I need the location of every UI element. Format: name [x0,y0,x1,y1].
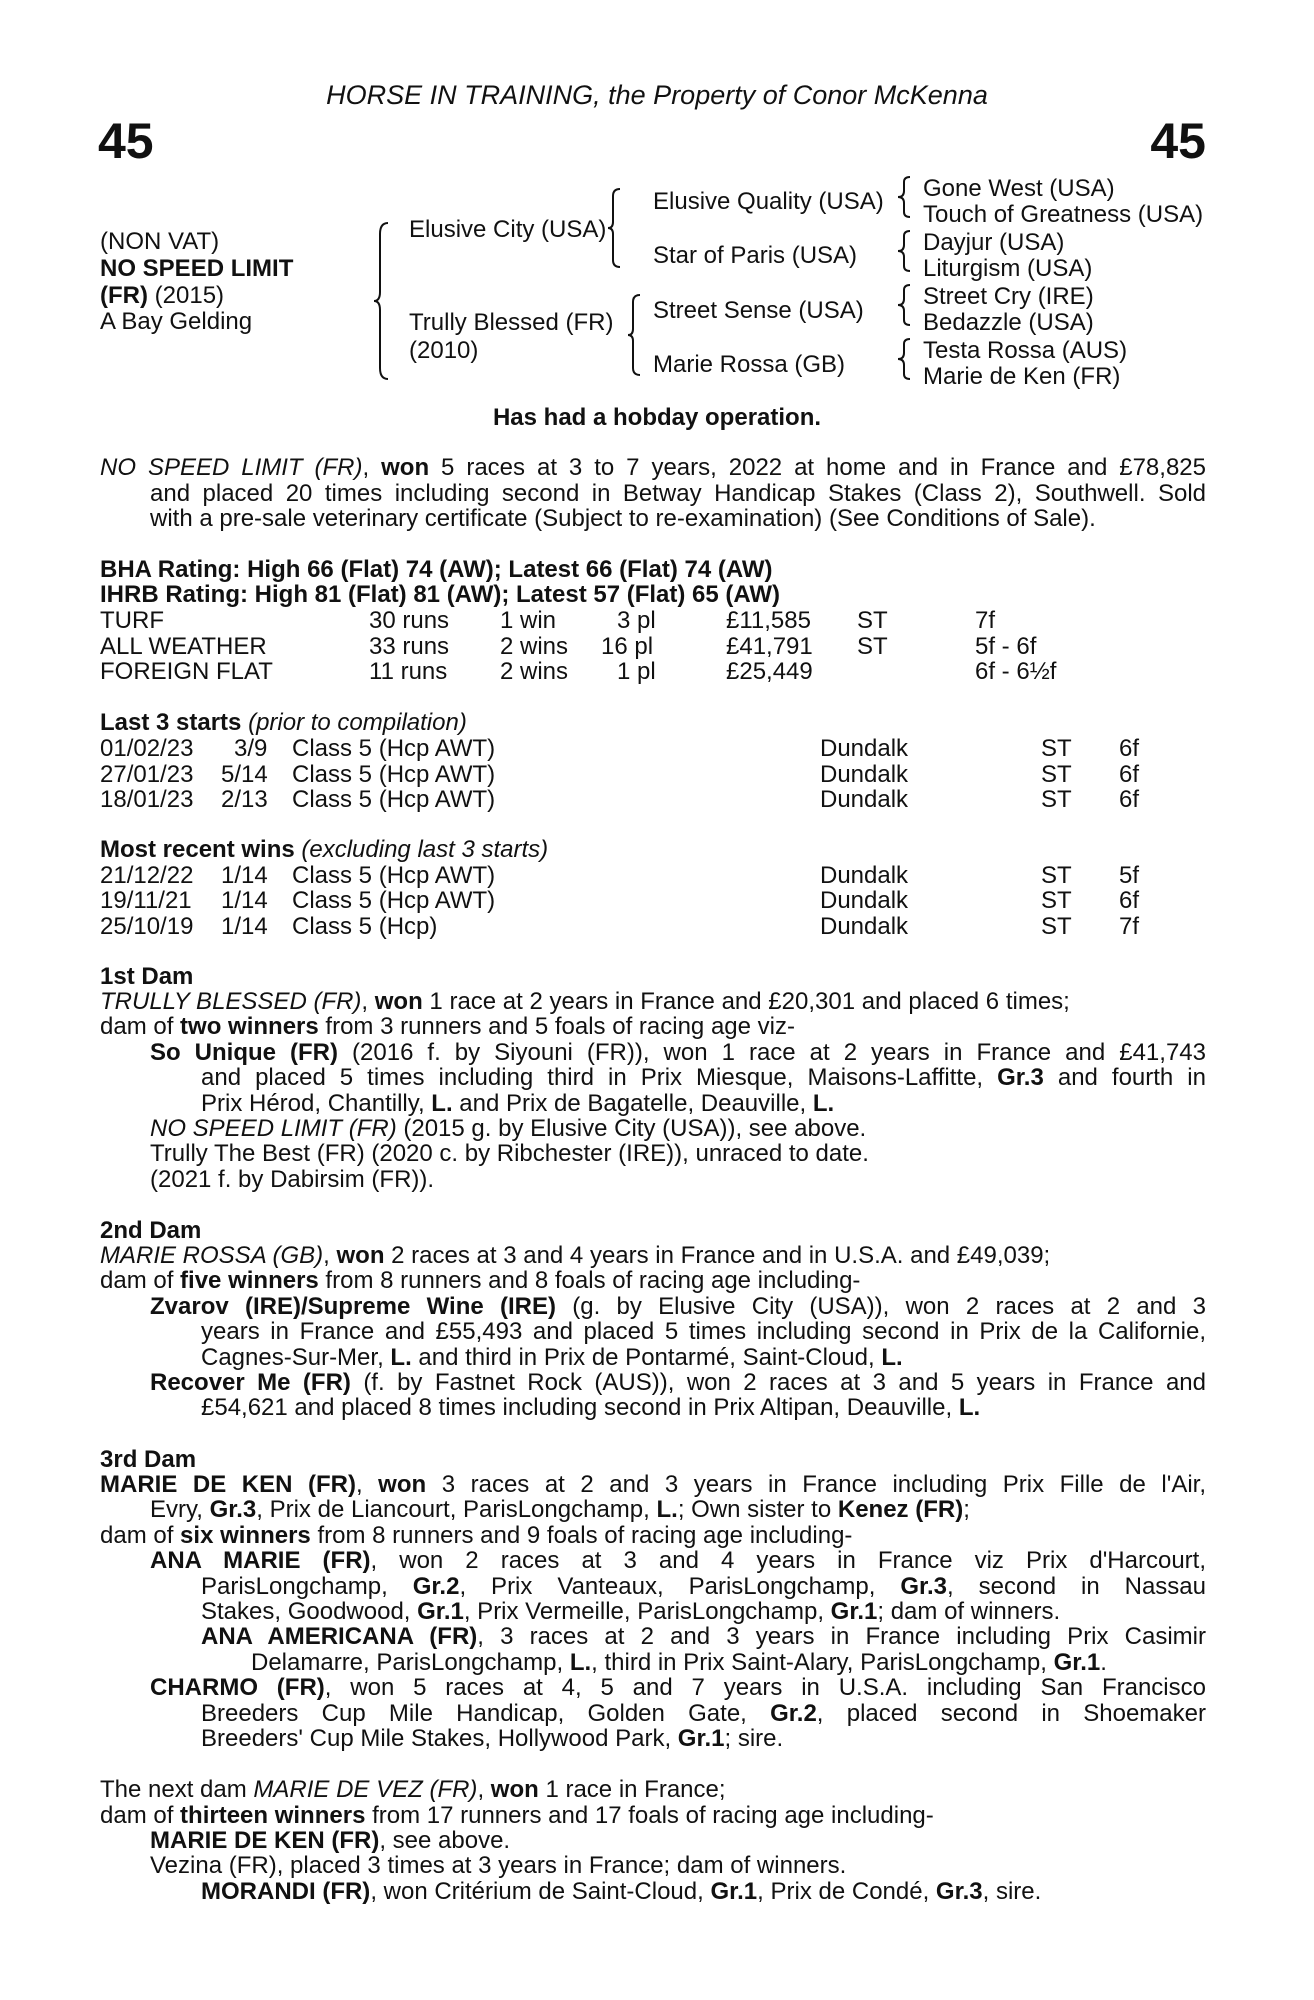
record-distance: 6f - 6½f [975,658,1057,685]
pedigree-grandsire-3: Street Sense (USA) [653,297,864,324]
third-dam-line: Delamarre, ParisLongchamp, L., third in Prix Saint-Alary, ParisLongchamp, Gr.1. [251,1649,1107,1676]
pedigree-ggs-7: Testa Rossa (AUS) [923,337,1128,364]
record-distance: 7f [975,607,996,634]
start-race: Class 5 (Hcp AWT) [292,735,496,762]
third-dam-line: Breeders Cup Mile Handicap, Golden Gate, Gr.2, placed second in Shoemaker [201,1700,1206,1727]
horse-name: NO SPEED LIMIT [100,255,294,282]
record-prize: £41,791 [726,633,813,660]
first-dam-line: Prix Hérod, Chantilly, L. and Prix de Bagatelle, Deauville, L. [201,1090,835,1117]
last3-heading: Last 3 starts (prior to compilation) [100,709,467,736]
start-position: 2/13 [221,786,268,813]
start-race: Class 5 (Hcp AWT) [292,786,496,813]
start-course: Dundalk [820,786,909,813]
record-wins: 1 win [500,607,557,634]
first-dam-line: and placed 5 times including third in Prix Miesque, Maisons-Laffitte, Gr.3 and fourth in [201,1064,1206,1091]
record-places: 1 pl [617,658,656,685]
pedigree-ggs-6: Bedazzle (USA) [923,309,1094,336]
win-date: 21/12/22 [100,862,194,889]
record-distance: 5f - 6f [975,633,1037,660]
pedigree-ggs-8: Marie de Ken (FR) [923,363,1121,390]
record-runs: 33 runs [369,633,450,660]
start-distance: 6f [1119,735,1140,762]
pedigree-brace-main [374,222,390,380]
summary-line-1: NO SPEED LIMIT (FR), won 5 races at 3 to 7 years, 2022 at home and in France and £78,825 [100,454,1206,481]
pedigree-ggs-1: Gone West (USA) [923,175,1115,202]
third-dam-line: ParisLongchamp, Gr.2, Prix Vanteaux, ParisLongchamp, Gr.3, second in Nassau [201,1573,1206,1600]
first-dam-line: TRULLY BLESSED (FR), won 1 race at 2 years in France and £20,301 and placed 6 times; [100,988,1070,1015]
start-distance: 6f [1119,761,1140,788]
pedigree-brace-sire [608,188,622,268]
vat-status: (NON VAT) [100,228,220,255]
bha-rating: BHA Rating: High 66 (Flat) 74 (AW); Latest 66 (Flat) 74 (AW) [100,556,773,583]
ihrb-rating: IHRB Rating: High 81 (Flat) 81 (AW); Latest 57 (Flat) 65 (AW) [100,581,781,608]
summary-line-3: with a pre-sale veterinary certificate (Subject to re-examination) (See Conditions of Sale). [150,505,1096,532]
pedigree-dam: Trully Blessed (FR) [409,309,614,336]
pedigree-dam-year: (2010) [409,337,479,364]
start-course: Dundalk [820,761,909,788]
third-dam-line: ANA MARIE (FR), won 2 races at 3 and 4 years in France viz Prix d'Harcourt, [150,1547,1206,1574]
start-going: ST [1041,761,1072,788]
pedigree-brace-gs3 [898,284,912,326]
third-dam-line: Breeders' Cup Mile Stakes, Hollywood Park, Gr.1; sire. [201,1725,784,1752]
second-dam-line: £54,621 and placed 8 times including second in Prix Altipan, Deauville, L. [201,1394,981,1421]
start-race: Class 5 (Hcp AWT) [292,761,496,788]
pedigree-ggs-2: Touch of Greatness (USA) [923,201,1204,228]
second-dam-line: dam of five winners from 8 runners and 8 foals of racing age including- [100,1267,861,1294]
pedigree-brace-gs2 [898,230,912,272]
first-dam-line: (2021 f. by Dabirsim (FR)). [150,1166,435,1193]
lot-number-right: 45 [1150,113,1206,169]
recent-wins-heading: Most recent wins (excluding last 3 starts) [100,836,549,863]
win-course: Dundalk [820,862,909,889]
record-going: ST [857,633,888,660]
hobday-note: Has had a hobday operation. [492,404,822,431]
third-dam-line: ANA AMERICANA (FR), 3 races at 2 and 3 years in France including Prix Casimir [201,1623,1206,1650]
win-course: Dundalk [820,913,909,940]
start-going: ST [1041,735,1072,762]
next-dam-line: MORANDI (FR), won Critérium de Saint-Cloud, Gr.1, Prix de Condé, Gr.3, sire. [201,1878,1042,1905]
first-dam-line: NO SPEED LIMIT (FR) (2015 g. by Elusive City (USA)), see above. [150,1115,867,1142]
lot-number-left: 45 [98,113,154,169]
start-date: 27/01/23 [100,761,194,788]
second-dam-heading: 2nd Dam [100,1217,202,1244]
win-race: Class 5 (Hcp) [292,913,438,940]
first-dam-heading: 1st Dam [100,963,194,990]
start-position: 5/14 [221,761,268,788]
page-header-title: HORSE IN TRAINING, the Property of Conor McKenna [326,80,988,110]
record-runs: 11 runs [369,658,448,685]
pedigree-ggs-4: Liturgism (USA) [923,255,1093,282]
record-surface: ALL WEATHER [100,633,267,660]
start-date: 18/01/23 [100,786,194,813]
second-dam-line: MARIE ROSSA (GB), won 2 races at 3 and 4 years in France and in U.S.A. and £49,039; [100,1242,1051,1269]
record-going: ST [857,607,888,634]
pedigree-brace-dam [628,294,642,376]
pedigree-ggs-3: Dayjur (USA) [923,229,1065,256]
pedigree-grandsire-2: Star of Paris (USA) [653,242,858,269]
third-dam-line: dam of six winners from 8 runners and 9 foals of racing age including- [100,1522,853,1549]
record-runs: 30 runs [369,607,450,634]
win-going: ST [1041,862,1072,889]
win-date: 25/10/19 [100,913,194,940]
first-dam-line: So Unique (FR) (2016 f. by Siyouni (FR)), won 1 race at 2 years in France and £41,743 [150,1039,1206,1066]
record-wins: 2 wins [500,633,569,660]
horse-description: A Bay Gelding [100,308,253,335]
win-distance: 5f [1119,862,1140,889]
win-course: Dundalk [820,887,909,914]
second-dam-line: Zvarov (IRE)/Supreme Wine (IRE) (g. by Elusive City (USA)), won 2 races at 2 and 3 [150,1293,1206,1320]
pedigree-brace-gs4 [898,338,912,380]
win-distance: 6f [1119,887,1140,914]
pedigree-sire: Elusive City (USA) [409,216,607,243]
win-race: Class 5 (Hcp AWT) [292,887,496,914]
record-places: 16 pl [601,633,654,660]
record-wins: 2 wins [500,658,569,685]
start-course: Dundalk [820,735,909,762]
next-dam-line: MARIE DE KEN (FR), see above. [150,1827,511,1854]
second-dam-line: Recover Me (FR) (f. by Fastnet Rock (AUS)), won 2 races at 3 and 5 years in France and [150,1369,1206,1396]
record-surface: TURF [100,607,164,634]
record-prize: £11,585 [726,607,811,634]
record-surface: FOREIGN FLAT [100,658,273,685]
win-date: 19/11/21 [100,887,192,914]
third-dam-line: MARIE DE KEN (FR), won 3 races at 2 and 3 years in France including Prix Fille de l'Air, [100,1471,1206,1498]
first-dam-line: Trully The Best (FR) (2020 c. by Ribchester (IRE)), unraced to date. [150,1140,869,1167]
next-dam-line: dam of thirteen winners from 17 runners and 17 foals of racing age including- [100,1802,934,1829]
win-position: 1/14 [221,913,268,940]
win-position: 1/14 [221,862,268,889]
horse-origin-year: (FR) (2015) [100,282,225,309]
win-position: 1/14 [221,887,268,914]
win-race: Class 5 (Hcp AWT) [292,862,496,889]
third-dam-heading: 3rd Dam [100,1446,197,1473]
record-places: 3 pl [617,607,656,634]
pedigree-ggs-5: Street Cry (IRE) [923,283,1094,310]
start-position: 3/9 [234,735,268,762]
pedigree-grandsire-4: Marie Rossa (GB) [653,351,846,378]
start-going: ST [1041,786,1072,813]
second-dam-line: Cagnes-Sur-Mer, L. and third in Prix de Pontarmé, Saint-Cloud, L. [201,1344,903,1371]
pedigree-grandsire-1: Elusive Quality (USA) [653,188,884,215]
start-date: 01/02/23 [100,735,194,762]
start-distance: 6f [1119,786,1140,813]
next-dam-line: The next dam MARIE DE VEZ (FR), won 1 race in France; [100,1776,726,1803]
win-going: ST [1041,887,1072,914]
record-prize: £25,449 [726,658,813,685]
second-dam-line: years in France and £55,493 and placed 5 times including second in Prix de la Californie, [201,1318,1206,1345]
win-distance: 7f [1119,913,1140,940]
win-going: ST [1041,913,1072,940]
third-dam-line: CHARMO (FR), won 5 races at 4, 5 and 7 years in U.S.A. including San Francisco [150,1674,1206,1701]
first-dam-line: dam of two winners from 3 runners and 5 foals of racing age viz- [100,1013,795,1040]
pedigree-brace-gs1 [898,176,912,218]
summary-line-2: and placed 20 times including second in Betway Handicap Stakes (Class 2), Southwell. Sold [150,480,1206,507]
third-dam-line: Evry, Gr.3, Prix de Liancourt, ParisLongchamp, L.; Own sister to Kenez (FR); [150,1496,970,1523]
next-dam-line: Vezina (FR), placed 3 times at 3 years in France; dam of winners. [150,1852,847,1879]
third-dam-line: Stakes, Goodwood, Gr.1, Prix Vermeille, ParisLongchamp, Gr.1; dam of winners. [201,1598,1061,1625]
